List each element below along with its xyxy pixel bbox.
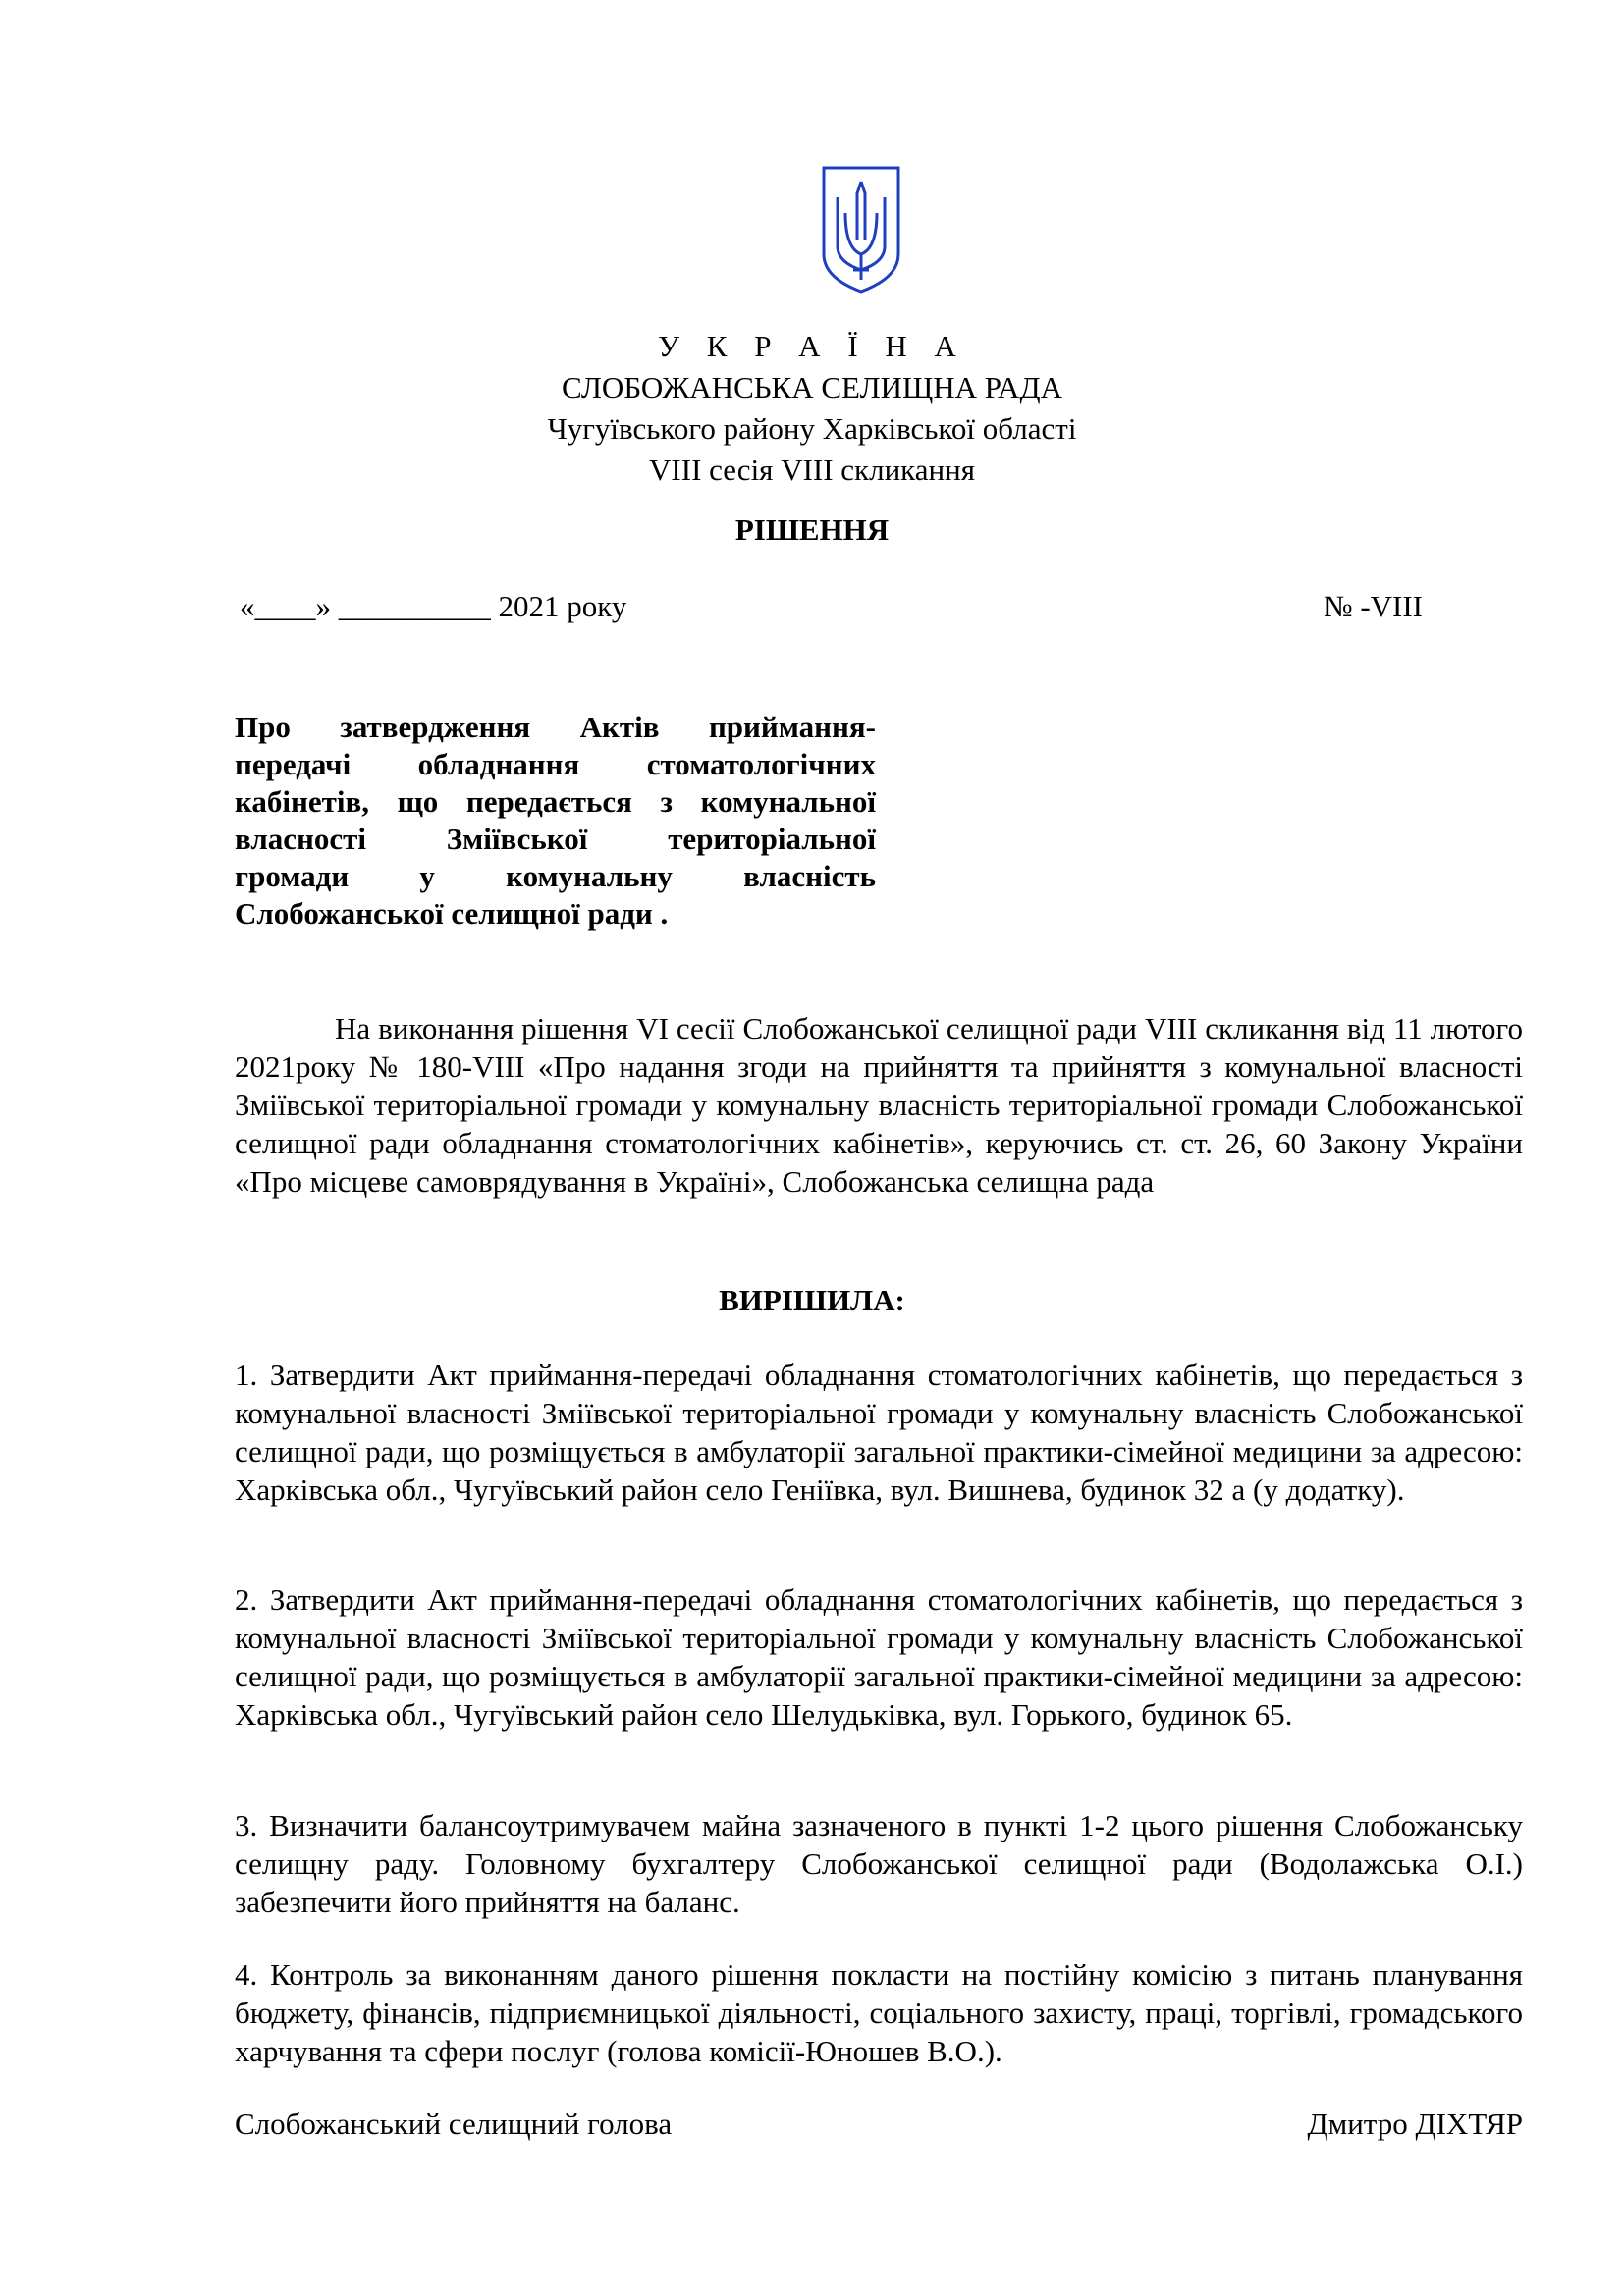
date-line: «____» __________ 2021 року <box>240 589 627 623</box>
decision-item-4: 4. Контроль за виконанням даного рішення покласти на постійну комісію з питань планування бюджету, фінансів, підприємницької діяльності, соціального захисту, праці, торгівлі, громадського харчування та сфери послуг (голова комісії-Юношев В.О.). <box>235 1957 1523 2068</box>
country-name: У К Р А Ї Н А <box>658 329 966 363</box>
subject-line: передачі обладнання стоматологічних <box>235 747 876 781</box>
coat-of-arms-icon <box>818 164 904 295</box>
decided-heading: ВИРІШИЛА: <box>719 1283 905 1317</box>
decision-item-3: 3. Визначити балансоутримувачем майна зазначеного в пункті 1-2 цього рішення Слобожанську селищну раду. Головному бухгалтеру Слобожанської селищної ради (Водолажська О.І.) забезпечити його прийняття на баланс. <box>235 1808 1523 1919</box>
signature-position: Слобожанський селищний голова <box>235 2107 673 2141</box>
signature-block <box>235 2105 1523 2144</box>
subject-line: Про затвердження Актів приймання- <box>235 710 876 744</box>
subject-line: власності Зміївської територіальної <box>235 822 876 856</box>
document-title: РІШЕННЯ <box>734 512 890 547</box>
subject-line: громади у комунальну власність <box>235 859 876 893</box>
preamble-paragraph: На виконання рішення VI сесії Слобожанської селищної ради VIII скликання від 11 лютого 2021року № 180-VIII «Про надання згоди на прийняття та прийняття з комунальної власності Зміївської територіальної громади у комунальну власність територіальної громади Слобожанської селищної ради обладнання стоматологічних кабінетів», керуючись ст. ст. 26, 60 Закону України «Про місцеве самоврядування в Україні», Слобожанська селищна рада <box>235 1011 1523 1199</box>
decision-item-1: 1. Затвердити Акт приймання-передачі обладнання стоматологічних кабінетів, що передається з комунальної власності Зміївської територіальної громади у комунальну власність Слобожанської селищної ради, що розміщується в амбулаторії загальної практики-сімейної медицини за адресою: Харківська обл., Чугуївський район село Геніївка, вул. Вишнева, будинок 32 а (у додатку). <box>235 1358 1523 1507</box>
decision-subject <box>235 709 876 933</box>
subject-line: Слобожанської селищної ради . <box>235 896 669 931</box>
signature-name: Дмитро ДІХТЯР <box>1307 2107 1523 2141</box>
number-line: № -VIII <box>1324 589 1424 623</box>
council-name: СЛОБОЖАНСЬКА СЕЛИЩНА РАДА <box>562 370 1062 404</box>
session-name: VIII сесія VIII скликання <box>649 453 975 487</box>
decision-item-2: 2. Затвердити Акт приймання-передачі обладнання стоматологічних кабінетів, що передається з комунальної власності Зміївської територіальної громади у комунальну власність Слобожанської селищної ради, що розміщується в амбулаторії загальної практики-сімейної медицини за адресою: Харківська обл., Чугуївський район село Шелудьківка, вул. Горького, будинок 65. <box>235 1582 1523 1732</box>
subject-line: кабінетів, що передається з комунальної <box>235 784 876 819</box>
district-name: Чугуївського району Харківської області <box>547 411 1077 446</box>
document-header <box>0 326 1624 491</box>
